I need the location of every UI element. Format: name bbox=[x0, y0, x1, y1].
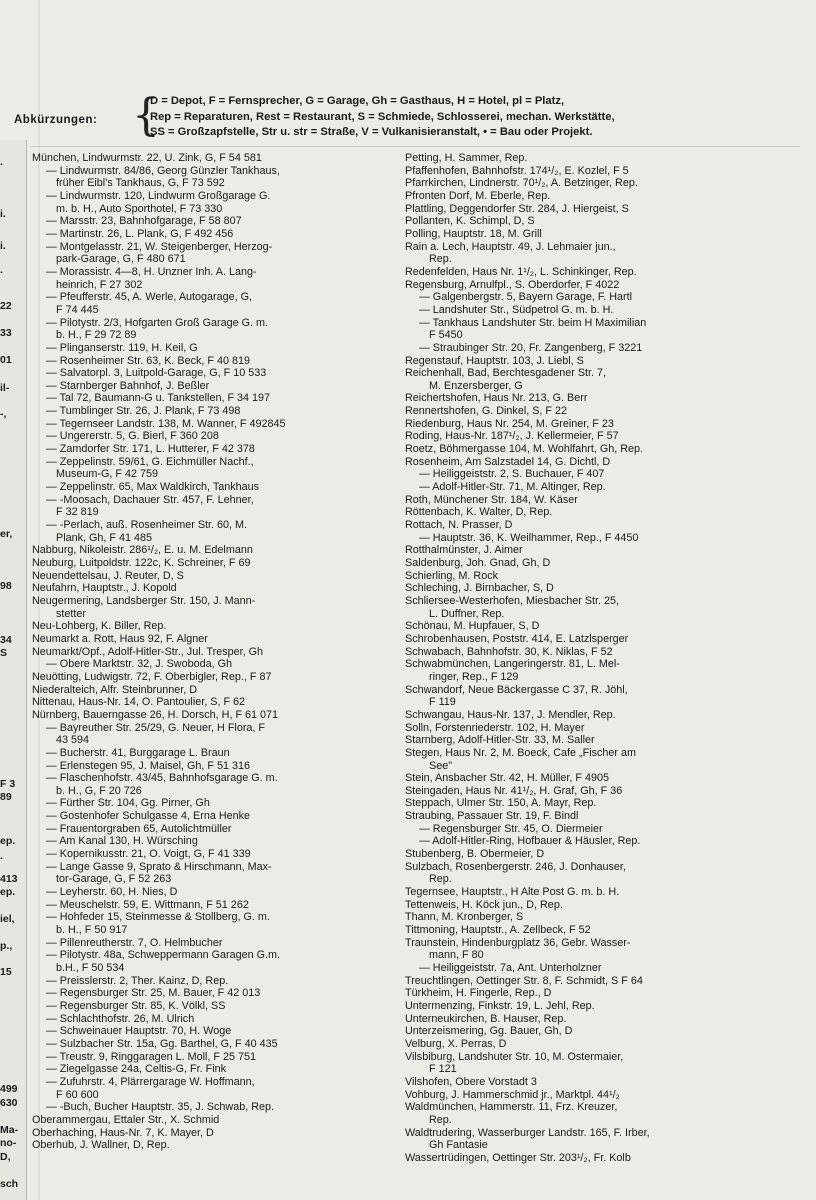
directory-entry: Tegernsee, Hauptstr., H Alte Post G. m. b. H. bbox=[405, 886, 620, 899]
directory-entry: — Regensburger Str. 25, M. Bauer, F 42 013 bbox=[46, 987, 261, 1000]
previous-page-fragment: . bbox=[0, 156, 3, 168]
directory-entry: — Ungererstr. 5, G. Bierl, F 360 208 bbox=[46, 430, 219, 443]
directory-entry: Nabburg, Nikoleistr. 286¹/₂, E. u. M. Edelmann bbox=[32, 544, 253, 557]
previous-page-fragment: i. bbox=[0, 240, 6, 252]
directory-entry: b.H., F 50 534 bbox=[56, 962, 125, 974]
directory-entry: F 119 bbox=[429, 696, 456, 709]
directory-entry: Rep. bbox=[429, 873, 452, 886]
previous-page-column bbox=[0, 140, 27, 1200]
directory-entry: — Pilotystr. 2/3, Hofgarten Groß Garage G. m. bbox=[46, 316, 269, 329]
directory-entry: See" bbox=[429, 759, 453, 772]
directory-entry: — Zeppelinstr. 59/61, G. Eichmüller Nachf., bbox=[46, 455, 254, 468]
previous-page-fragment: F 3 bbox=[0, 778, 16, 790]
directory-entry: Neu-Lohberg, K. Biller, Rep. bbox=[32, 620, 167, 633]
previous-page-fragment: 89 bbox=[0, 791, 12, 803]
directory-entry: — Marsstr. 23, Bahnhofgarage, F 58 807 bbox=[46, 215, 242, 228]
directory-entry: Schliersee-Westerhofen, Miesbacher Str. 25, bbox=[405, 594, 620, 607]
directory-entry: Petting, H. Sammer, Rep. bbox=[405, 152, 528, 164]
directory-entry: — Regensburger Str. 85, K. Völkl, SS bbox=[46, 999, 226, 1012]
directory-entry: — Obere Marktstr. 32, J. Swoboda, Gh bbox=[46, 658, 233, 671]
directory-entry: Türkheim, H. Fingerle, Rep., D bbox=[405, 987, 552, 1000]
directory-entry: früher Eibl's Tankhaus, G, F 73 592 bbox=[56, 177, 225, 190]
previous-page-fragment: 499 bbox=[0, 1083, 18, 1095]
left-column bbox=[32, 152, 404, 1152]
directory-entry: — Lange Gasse 9, Sprato & Hirschmann, Max- bbox=[46, 860, 272, 873]
directory-entry: stetter bbox=[56, 607, 87, 620]
directory-entry: — Tumblinger Str. 26, J. Plank, F 73 498 bbox=[46, 405, 241, 418]
previous-page-fragment: . bbox=[0, 264, 3, 276]
directory-entry: Neumarkt a. Rott, Haus 92, F. Algner bbox=[32, 632, 208, 645]
previous-page-fragment: p., bbox=[0, 940, 13, 952]
directory-entry: Rotthalmünster, J. Aimer bbox=[405, 544, 523, 557]
directory-entry: Saldenburg, Joh. Gnad, Gh, D bbox=[405, 557, 551, 569]
directory-entry: Steppach, Ulmer Str. 150, A. Mayr, Rep. bbox=[405, 797, 597, 810]
directory-entry: b. H., F 50 917 bbox=[56, 924, 128, 937]
directory-entry: — Ziegelgasse 24a, Celtis-G, Fr. Fink bbox=[46, 1063, 227, 1076]
directory-entry: — Tegernseer Landstr. 138, M. Wanner, F 492845 bbox=[46, 417, 286, 430]
directory-entry: F 74 445 bbox=[56, 303, 99, 316]
abbreviations-legend bbox=[14, 92, 804, 140]
directory-entry: ringer, Rep., F 129 bbox=[429, 670, 519, 683]
directory-entry: Schierling, M. Rock bbox=[405, 569, 499, 582]
directory-entry: Oberammergau, Ettaler Str., X. Schmid bbox=[32, 1113, 220, 1126]
previous-page-fragment: i. bbox=[0, 208, 6, 220]
directory-entry: Vohburg, J. Hammerschmid jr., Marktpl. 44¹/₂ bbox=[405, 1088, 620, 1101]
previous-page-fragment: ep. bbox=[0, 835, 16, 847]
directory-entry: Plattling, Deggendorfer Str. 284, J. Hiergeist, S bbox=[405, 202, 629, 215]
directory-entry: b. H., F 29 72 89 bbox=[56, 329, 137, 342]
directory-entry: — Martinstr. 26, L. Plank, G, F 492 456 bbox=[46, 227, 234, 240]
directory-entry: — Rosenheimer Str. 63, K. Beck, F 40 819 bbox=[46, 354, 251, 367]
directory-entry: — Pilotystr. 48a, Schweppermann Garagen G.m. bbox=[46, 949, 281, 962]
directory-entry: — Starnberger Bahnhof, J. Beßler bbox=[46, 379, 210, 392]
directory-entry: Regenstauf, Hauptstr. 103, J. Liebl, S bbox=[405, 354, 584, 367]
legend-line: Rep = Reparaturen, Rest = Restaurant, S = Schmiede, Schlosserei, mechan. Werkstätte, bbox=[150, 111, 615, 123]
directory-entry: — Bayreuther Str. 25/29, G. Neuer, H Flora, F bbox=[46, 721, 266, 734]
directory-entry: — Meuschelstr. 59, E. Wittmann, F 51 262 bbox=[46, 898, 249, 911]
directory-entry: Vilsbiburg, Landshuter Str. 10, M. Ostermaier, bbox=[405, 1050, 624, 1063]
directory-entry: Treuchtlingen, Oettinger Str. 8, F. Schmidt, S F 64 bbox=[405, 974, 643, 987]
directory-entry: heinrich, F 27 302 bbox=[56, 278, 143, 291]
directory-entry: Tittmoning, Hauptstr., A. Zellbeck, F 52 bbox=[405, 924, 591, 937]
directory-entry: Schrobenhausen, Poststr. 414, E. Latzlsperger bbox=[405, 632, 629, 645]
directory-entry: Traunstein, Hindenburgplatz 36, Gebr. Wasser- bbox=[405, 936, 631, 949]
directory-entry: tor-Garage, G, F 52 263 bbox=[56, 873, 172, 886]
directory-entry: Vilshofen, Obere Vorstadt 3 bbox=[405, 1075, 537, 1088]
directory-entry: — Zeppelinstr. 65, Max Waldkirch, Tankhaus bbox=[46, 481, 260, 494]
directory-entry: Sulzbach, Rosenbergerstr. 246, J. Donhauser, bbox=[405, 860, 626, 873]
directory-entry: Pfarrkirchen, Lindnerstr. 70¹/₂, A. Betzinger, Rep. bbox=[405, 177, 638, 190]
directory-entry: — Straubinger Str. 20, Fr. Zangenberg, F 3221 bbox=[419, 341, 643, 354]
directory-entry: — Salvatorpl. 3, Luitpold-Garage, G, F 10 533 bbox=[46, 367, 267, 380]
directory-entry: Rain a. Lech, Hauptstr. 49, J. Lehmaier jun., bbox=[405, 240, 616, 253]
directory-entry: b. H., G, F 20 726 bbox=[56, 784, 142, 797]
directory-entry: — Zamdorfer Str. 171, L. Hutterer, F 42 378 bbox=[46, 443, 255, 456]
directory-entry: — Frauentorgraben 65, Autolichtmüller bbox=[46, 822, 232, 835]
directory-entry: Straubing, Passauer Str. 19, F. Bindl bbox=[405, 810, 579, 823]
directory-entry: Rep. bbox=[429, 253, 452, 266]
directory-entry: F 121 bbox=[429, 1063, 457, 1076]
directory-entry: Pollanten, K. Schimpl, D, S bbox=[405, 215, 535, 228]
directory-entry: — Fürther Str. 104, Gg. Pirner, Gh bbox=[46, 797, 210, 810]
directory-entry: Schönau, M. Hupfauer, S, D bbox=[405, 620, 540, 633]
directory-entry: park-Garage, G, F 480 671 bbox=[56, 253, 186, 266]
directory-entry: Neuburg, Luitpoldstr. 122c, K. Schreiner, F 69 bbox=[32, 557, 251, 569]
directory-entry: Rennertshofen, G. Dinkel, S, F 22 bbox=[405, 405, 568, 418]
previous-page-fragment: 98 bbox=[0, 580, 12, 592]
directory-entry: — Galgenbergstr. 5, Bayern Garage, F. Hartl bbox=[419, 291, 633, 304]
previous-page-fragment: sch bbox=[0, 1178, 19, 1190]
directory-entry: Pfaffenhofen, Bahnhofstr. 174¹/₂, E. Kozlel, F 5 bbox=[405, 164, 629, 177]
directory-entry: — Pfeufferstr. 45, A. Werle, Autogarage, G, bbox=[46, 291, 253, 304]
legend-line: SS = Großzapfstelle, Str u. str = Straße, V = Vulkanisieranstalt, • = Bau oder Projekt. bbox=[150, 126, 593, 138]
directory-entry: Unterneukirchen, B. Hauser, Rep. bbox=[405, 1012, 567, 1025]
directory-entry: — Hohfeder 15, Steinmesse & Stollberg, G. m. bbox=[46, 911, 270, 924]
directory-entry: — Kopernikusstr. 21, O. Voigt, G, F 41 339 bbox=[46, 848, 251, 861]
directory-entry: Neuötting, Ludwigstr. 72, F. Oberbigler, Rep., F 87 bbox=[32, 670, 272, 683]
directory-entry: Tettenweis, H. Köck jun., D, Rep. bbox=[405, 898, 563, 911]
previous-page-fragment: 33 bbox=[0, 327, 12, 339]
directory-entry: — -Buch, Bucher Hauptstr. 35, J. Schwab, Rep. bbox=[46, 1101, 275, 1114]
directory-entry: Regensburg, Arnulfpl., S. Oberdorfer, F 4022 bbox=[405, 278, 620, 291]
directory-entry: Schwabach, Bahnhofstr. 30, K. Niklas, F 52 bbox=[405, 645, 613, 658]
directory-entry: Stein, Ansbacher Str. 42, H. Müller, F 4905 bbox=[405, 772, 610, 785]
previous-page-fragment: -, bbox=[0, 408, 7, 420]
previous-page-fragment: Ma- bbox=[0, 1124, 19, 1136]
directory-entry: — Montgelasstr. 21, W. Steigenberger, Herzog- bbox=[46, 240, 273, 253]
previous-page-fragment: no- bbox=[0, 1137, 17, 1149]
directory-entry: Neufahrn, Hauptstr., J. Kopold bbox=[32, 582, 177, 595]
previous-page-fragment: 01 bbox=[0, 354, 12, 366]
directory-entry: Waldmünchen, Hammerstr. 11, Frz. Kreuzer, bbox=[405, 1101, 618, 1114]
directory-entry: — Hauptstr. 36, K. Weilhammer, Rep., F 4450 bbox=[419, 531, 639, 544]
directory-entry: Nittenau, Haus-Nr. 14, O. Pantoulier, S, F 62 bbox=[32, 696, 246, 709]
directory-entry: Redenfelden, Haus Nr. 1¹/₂, L. Schinkinger, Rep. bbox=[405, 265, 637, 278]
previous-page-fragment: 34 bbox=[0, 634, 12, 646]
directory-entry: — Lindwurmstr. 84/86, Georg Günzler Tankhaus, bbox=[46, 164, 280, 177]
previous-page-fragment: 413 bbox=[0, 873, 18, 885]
directory-entry: — -Moosach, Dachauer Str. 457, F. Lehner, bbox=[46, 493, 254, 506]
directory-entry: Waldtrudering, Wasserburger Landstr. 165, F. Irber, bbox=[405, 1126, 650, 1139]
directory-entry: — Schweinauer Hauptstr. 70, H. Woge bbox=[46, 1025, 232, 1038]
directory-entry: — Zufuhrstr. 4, Plärrergarage W. Hoffmann, bbox=[46, 1075, 255, 1088]
previous-page-fragment: . bbox=[0, 850, 3, 862]
directory-entry: Gh Fantasie bbox=[429, 1139, 488, 1152]
directory-entry: Roding, Haus-Nr. 187¹/₂, J. Kellermeier, F 57 bbox=[405, 430, 619, 443]
directory-entry: Neuendettelsau, J. Reuter, D, S bbox=[32, 569, 184, 582]
directory-entry: Riedenburg, Haus Nr. 254, M. Greiner, F 23 bbox=[405, 417, 614, 430]
directory-entry: — Heiliggeiststr. 2, S. Buchauer, F 407 bbox=[419, 468, 605, 481]
directory-entry: — Landshuter Str., Südpetrol G. m. b. H. bbox=[419, 303, 614, 316]
directory-entry: F 5450 bbox=[429, 329, 463, 342]
previous-page-fragment: 630 bbox=[0, 1097, 18, 1109]
directory-entry: Stubenberg, B. Obermeier, D bbox=[405, 848, 545, 861]
directory-entry: Reichenhall, Bad, Berchtesgadener Str. 7, bbox=[405, 367, 607, 380]
legend-title: Abkürzungen: bbox=[14, 114, 98, 126]
directory-entry: Starnberg, Adolf-Hitler-Str. 33, M. Saller bbox=[405, 734, 595, 747]
directory-entry: Roth, Münchener Str. 184, W. Käser bbox=[405, 493, 578, 506]
directory-entry: Polling, Hauptstr. 18, M. Grill bbox=[405, 227, 542, 240]
directory-entry: — Gostenhofer Schulgasse 4, Erna Henke bbox=[46, 810, 251, 823]
directory-entry: Untermenzing, Finkstr. 19, L. Jehl, Rep. bbox=[405, 999, 595, 1012]
directory-entry: — Pillenreutherstr. 7, O. Helmbucher bbox=[46, 936, 223, 949]
directory-entry: — Tal 72, Baumann-G u. Tankstellen, F 34 197 bbox=[46, 392, 271, 405]
right-column bbox=[405, 152, 805, 1165]
directory-entry: Rosenheim, Am Salzstadel 14, G. Dichtl, D bbox=[405, 455, 611, 468]
directory-entry: F 60 600 bbox=[56, 1088, 99, 1101]
directory-entry: F 32 819 bbox=[56, 506, 99, 519]
directory-entry: — Flaschenhofstr. 43/45, Bahnhofsgarage G. m. bbox=[46, 772, 278, 785]
directory-entry: — Preisslerstr. 2, Ther. Kainz, D, Rep. bbox=[46, 974, 229, 987]
directory-entry: — Bucherstr. 41, Burggarage L. Braun bbox=[46, 746, 230, 759]
directory-entry: Museum-G, F 42 759 bbox=[56, 468, 159, 481]
directory-entry: Rep. bbox=[429, 1113, 452, 1126]
directory-entry: Schwabmünchen, Langeringerstr. 81, L. Mel- bbox=[405, 658, 620, 671]
directory-entry: — Schlachthofstr. 26, M. Ulrich bbox=[46, 1012, 195, 1025]
directory-entry: München, Lindwurmstr. 22, U. Zink, G, F 54 581 bbox=[32, 152, 262, 164]
directory-entry: Wassertrüdingen, Oettinger Str. 203¹/₂, Fr. Kolb bbox=[405, 1151, 631, 1164]
previous-page-fragment: S bbox=[0, 647, 8, 659]
directory-entry: M. Enzersberger, G bbox=[429, 379, 523, 392]
directory-entry: Thann, M. Kronberger, S bbox=[405, 911, 524, 924]
directory-entry: Neugermering, Landsberger Str. 150, J. Mann- bbox=[32, 594, 256, 607]
previous-page-fragment: il- bbox=[0, 382, 10, 394]
directory-entry: — Leyherstr. 60, H. Nies, D bbox=[46, 886, 178, 899]
directory-entry: — Am Kanal 130, H. Würsching bbox=[46, 835, 198, 848]
directory-entry: Plank, Gh, F 41 485 bbox=[56, 531, 153, 544]
header-divider bbox=[30, 146, 800, 147]
legend-line: D = Depot, F = Fernsprecher, G = Garage, Gh = Gasthaus, H = Hotel, pl = Platz, bbox=[150, 95, 565, 107]
previous-page-fragment: ep. bbox=[0, 886, 16, 898]
directory-entry: Rottach, N. Prasser, D bbox=[405, 519, 513, 532]
directory-entry: m. b. H., Auto Sporthotel, F 73 330 bbox=[56, 202, 223, 215]
directory-entry: Schleching, J. Birnbacher, S, D bbox=[405, 582, 554, 595]
legend-brace: { bbox=[132, 90, 160, 141]
directory-entry: Pfronten Dorf, M. Eberle, Rep. bbox=[405, 189, 551, 202]
directory-entry: Oberhaching, Haus-Nr. 7, K. Mayer, D bbox=[32, 1126, 214, 1139]
directory-entry: Röttenbach, K. Walter, D, Rep. bbox=[405, 506, 553, 519]
directory-entry: Velburg, X. Perras, D bbox=[405, 1037, 507, 1050]
previous-page-fragment: er, bbox=[0, 528, 13, 540]
directory-entry: Oberhub, J. Wallner, D, Rep. bbox=[32, 1139, 170, 1152]
directory-entry: — Tankhaus Landshuter Str. beim H Maximilian bbox=[419, 316, 647, 329]
directory-entry: — Lindwurmstr. 120, Lindwurm Großgarage G. bbox=[46, 189, 271, 202]
directory-entry: — Erlenstegen 95, J. Maisel, Gh, F 51 316 bbox=[46, 759, 251, 772]
directory-entry: — Plinganserstr. 119, H. Keil, G bbox=[46, 341, 198, 354]
directory-entry: Neumarkt/Opf., Adolf-Hitler-Str., Jul. Tresper, Gh bbox=[32, 645, 264, 658]
directory-entry: mann, F 80 bbox=[429, 949, 484, 962]
directory-entry: Roetz, Böhmergasse 104, M. Wohlfahrt, Gh, Rep. bbox=[405, 443, 644, 456]
directory-entry: Unterzeismering, Gg. Bauer, Gh, D bbox=[405, 1025, 573, 1038]
previous-page-fragment: 15 bbox=[0, 966, 12, 978]
directory-entry: Steingaden, Haus Nr. 41¹/₂, H. Graf, Gh, F 36 bbox=[405, 784, 623, 797]
directory-entry: Schwangau, Haus-Nr. 137, J. Mendler, Rep. bbox=[405, 708, 616, 721]
directory-entry: — Adolf-Hitler-Ring, Hofbauer & Häusler, Rep. bbox=[419, 835, 641, 848]
previous-page-fragment: D, bbox=[0, 1151, 11, 1163]
directory-entry: — Adolf-Hitler-Str. 71, M. Altinger, Rep. bbox=[419, 481, 606, 494]
directory-entry: — -Perlach, auß. Rosenheimer Str. 60, M. bbox=[46, 519, 248, 532]
directory-entry: — Heiliggeiststr. 7a, Ant. Unterholzner bbox=[419, 962, 602, 974]
directory-entry: — Morassistr. 4—8, H. Unzner Inh. A. Lang- bbox=[46, 265, 257, 278]
directory-entry: Stegen, Haus Nr. 2, M. Boeck, Cafe „Fischer am bbox=[405, 746, 637, 759]
directory-entry: Solln, Forstenriederstr. 102, H. Mayer bbox=[405, 721, 585, 734]
directory-entry: Niederalteich, Alfr. Steinbrunner, D bbox=[32, 683, 198, 696]
directory-entry: — Treustr. 9, Ringgaragen L. Moll, F 25 751 bbox=[46, 1050, 257, 1063]
directory-entry: Nürnberg, Bauerngasse 26, H. Dorsch, H, F 61 071 bbox=[32, 708, 279, 721]
directory-entry: Schwandorf, Neue Bäckergasse C 37, R. Jöhl, bbox=[405, 683, 628, 696]
directory-entry: 43 594 bbox=[56, 734, 90, 747]
previous-page-fragment: 22 bbox=[0, 300, 12, 312]
directory-entry: — Regensburger Str. 45, O. Diermeier bbox=[419, 822, 603, 835]
directory-entry: Reichertshofen, Haus Nr. 213, G. Berr bbox=[405, 392, 588, 405]
previous-page-fragment: iel, bbox=[0, 913, 15, 925]
directory-entry: L. Duffner, Rep. bbox=[429, 607, 505, 620]
directory-entry: — Sulzbacher Str. 15a, Gg. Barthel, G, F 40 435 bbox=[46, 1037, 278, 1050]
